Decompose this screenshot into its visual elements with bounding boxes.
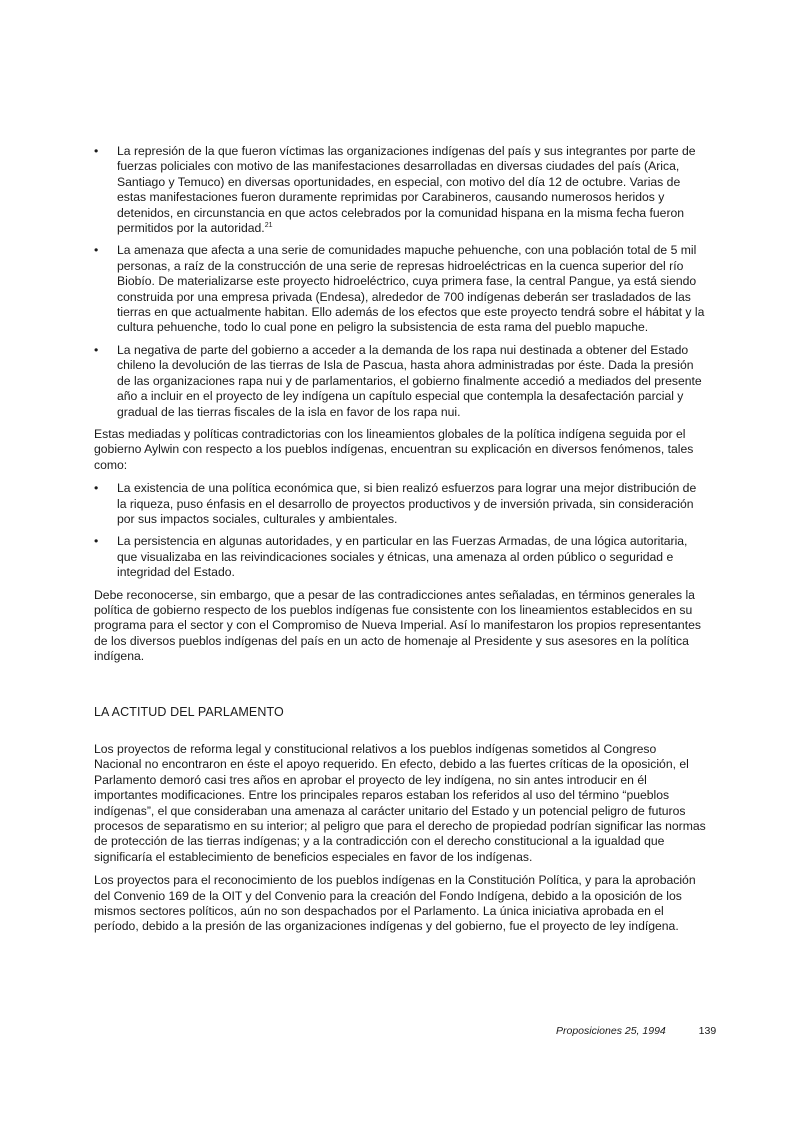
list-item (94, 534, 706, 580)
footnote-ref[interactable]: 21 (264, 222, 273, 230)
page-body (94, 144, 706, 943)
bullet-icon: • (94, 342, 99, 357)
list-item (94, 243, 706, 335)
paragraph-reconocer: Debe reconocerse, sin embargo, que a pesar de las contradicciones antes señaladas, en términos generales la política de gobierno respecto de los pueblos indígenas fue consistente con los lineamientos establecidos en su programa para el sector y con el Compromiso de Nueva Imperial. Así lo manifestaron los propios representantes de los diversos pueblos indígenas del país en un acto de homenaje al Presidente y sus asesores en la política indígena. (94, 587, 701, 664)
list-item-text: La represión de la que fueron víctimas las organizaciones indígenas del país y sus integrantes por parte de fuerzas policiales con motivo de las manifestaciones desarrolladas en diversas ciudades del país (Arica, Santiago y Temuco) en diversas oportunidades, en especial, con motivo del día 12 de octubre. Varias de estas manifestaciones fueron duramente reprimidas por Carabineros, causando numerosos heridos y detenidos, en circunstancia en que actos celebrados por la comunidad hispana en la misma fecha fueron permitidos por la autoridad. (117, 144, 696, 236)
bullet-icon: • (94, 481, 99, 496)
list-item-text: La amenaza que afecta a una serie de comunidades mapuche pehuenche, con una población total de 5 mil personas, a raíz de la construcción de una serie de represas hidroeléctricas en la cuenca superior del río Biobío. De materializarse este proyecto hidroeléctrico, cuya primera fase, la central Pangue, ya está siendo construida por una empresa privada (Endesa), alrededor de 700 indígenas deberán ser trasladados de las tierras en que actualmente habitan. Ello además de los efectos que este proyecto tendrá sobre el hábitat y la cultura pehuenche, todo lo cual pone en peligro la subsistencia de esta rama del pueblo mapuche. (117, 243, 705, 335)
paragraph-parlamento-2: Los proyectos para el reconocimiento de los pueblos indígenas en la Constitución Política, y para la aprobación del Convenio 169 de la OIT y del Convenio para la creación del Fondo Indígena, debido a la oposición de los mismos sectores políticos, aún no son despachados por el Parlamento. La única iniciativa aprobada en el período, debido a la presión de las organizaciones indígenas y del gobierno, fue el proyecto de ley indígena. (94, 873, 696, 934)
bullet-list-grievances (94, 144, 706, 420)
list-item-text: La persistencia en algunas autoridades, y en particular en las Fuerzas Armadas, de una lógica autoritaria, que visualizaba en las reivindicaciones sociales y étnicas, una amenaza al orden público o seguridad e integridad del Estado. (117, 534, 688, 580)
paragraph-parlamento-1: Los proyectos de reforma legal y constitucional relativos a los pueblos indígenas sometidos al Congreso Nacional no encontraron en éste el apoyo requerido. En efecto, debido a las fuertes críticas de la oposición, el Parlamento demoró casi tres años en aprobar el proyecto de ley indígena, no sin antes introducir en él importantes modificaciones. Entre los principales reparos estaban los referidos al uso del término “pueblos indígenas”, el que consideraban una amenaza al carácter unitario del Estado y un potencial peligro de futuros procesos de separatismo en su interior; al peligro que para el derecho de propiedad podrían significar las normas de protección de las tierras indígenas; y a la contradicción con el derecho constitucional a la igualdad que significaría el establecimiento de beneficios especiales en favor de los indígenas. (94, 742, 706, 864)
page-footer (556, 1025, 716, 1037)
list-item (94, 144, 706, 236)
list-item-text: La negativa de parte del gobierno a acceder a la demanda de los rapa nui destinada a obtener del Estado chileno la devolución de las tierras de Isla de Pascua, hasta ahora administradas por éste. Dada la presión de las organizaciones rapa nui y de parlamentarios, el gobierno finalmente accedió a mediados del presente año a incluir en el proyecto de ley indígena un capítulo especial que contempla la desafectación parcial y gradual de las tierras fiscales de la isla en favor de los rapa nui. (117, 342, 702, 419)
bullet-icon: • (94, 144, 99, 158)
list-item-text: La existencia de una política económica que, si bien realizó esfuerzos para lograr una mejor distribución de la riqueza, puso énfasis en el desarrollo de proyectos productivos y de inversión privada, sin consideración por sus impactos sociales, culturales y ambientales. (117, 481, 697, 526)
page-number: 139 (698, 1025, 717, 1037)
journal-citation: Proposiciones 25, 1994 (556, 1025, 666, 1037)
list-item (94, 343, 706, 420)
paragraph-intro: Estas mediadas y políticas contradictorias con los lineamientos globales de la política indígena seguida por el gobierno Aylwin con respecto a los pueblos indígenas, encuentran su explicación en diversos fenómenos, tales como: (94, 426, 694, 472)
bullet-list-causes (94, 481, 706, 580)
bullet-icon: • (94, 534, 99, 549)
section-heading: LA ACTITUD DEL PARLAMENTO (94, 704, 284, 719)
list-item (94, 481, 706, 527)
bullet-icon: • (94, 243, 99, 258)
